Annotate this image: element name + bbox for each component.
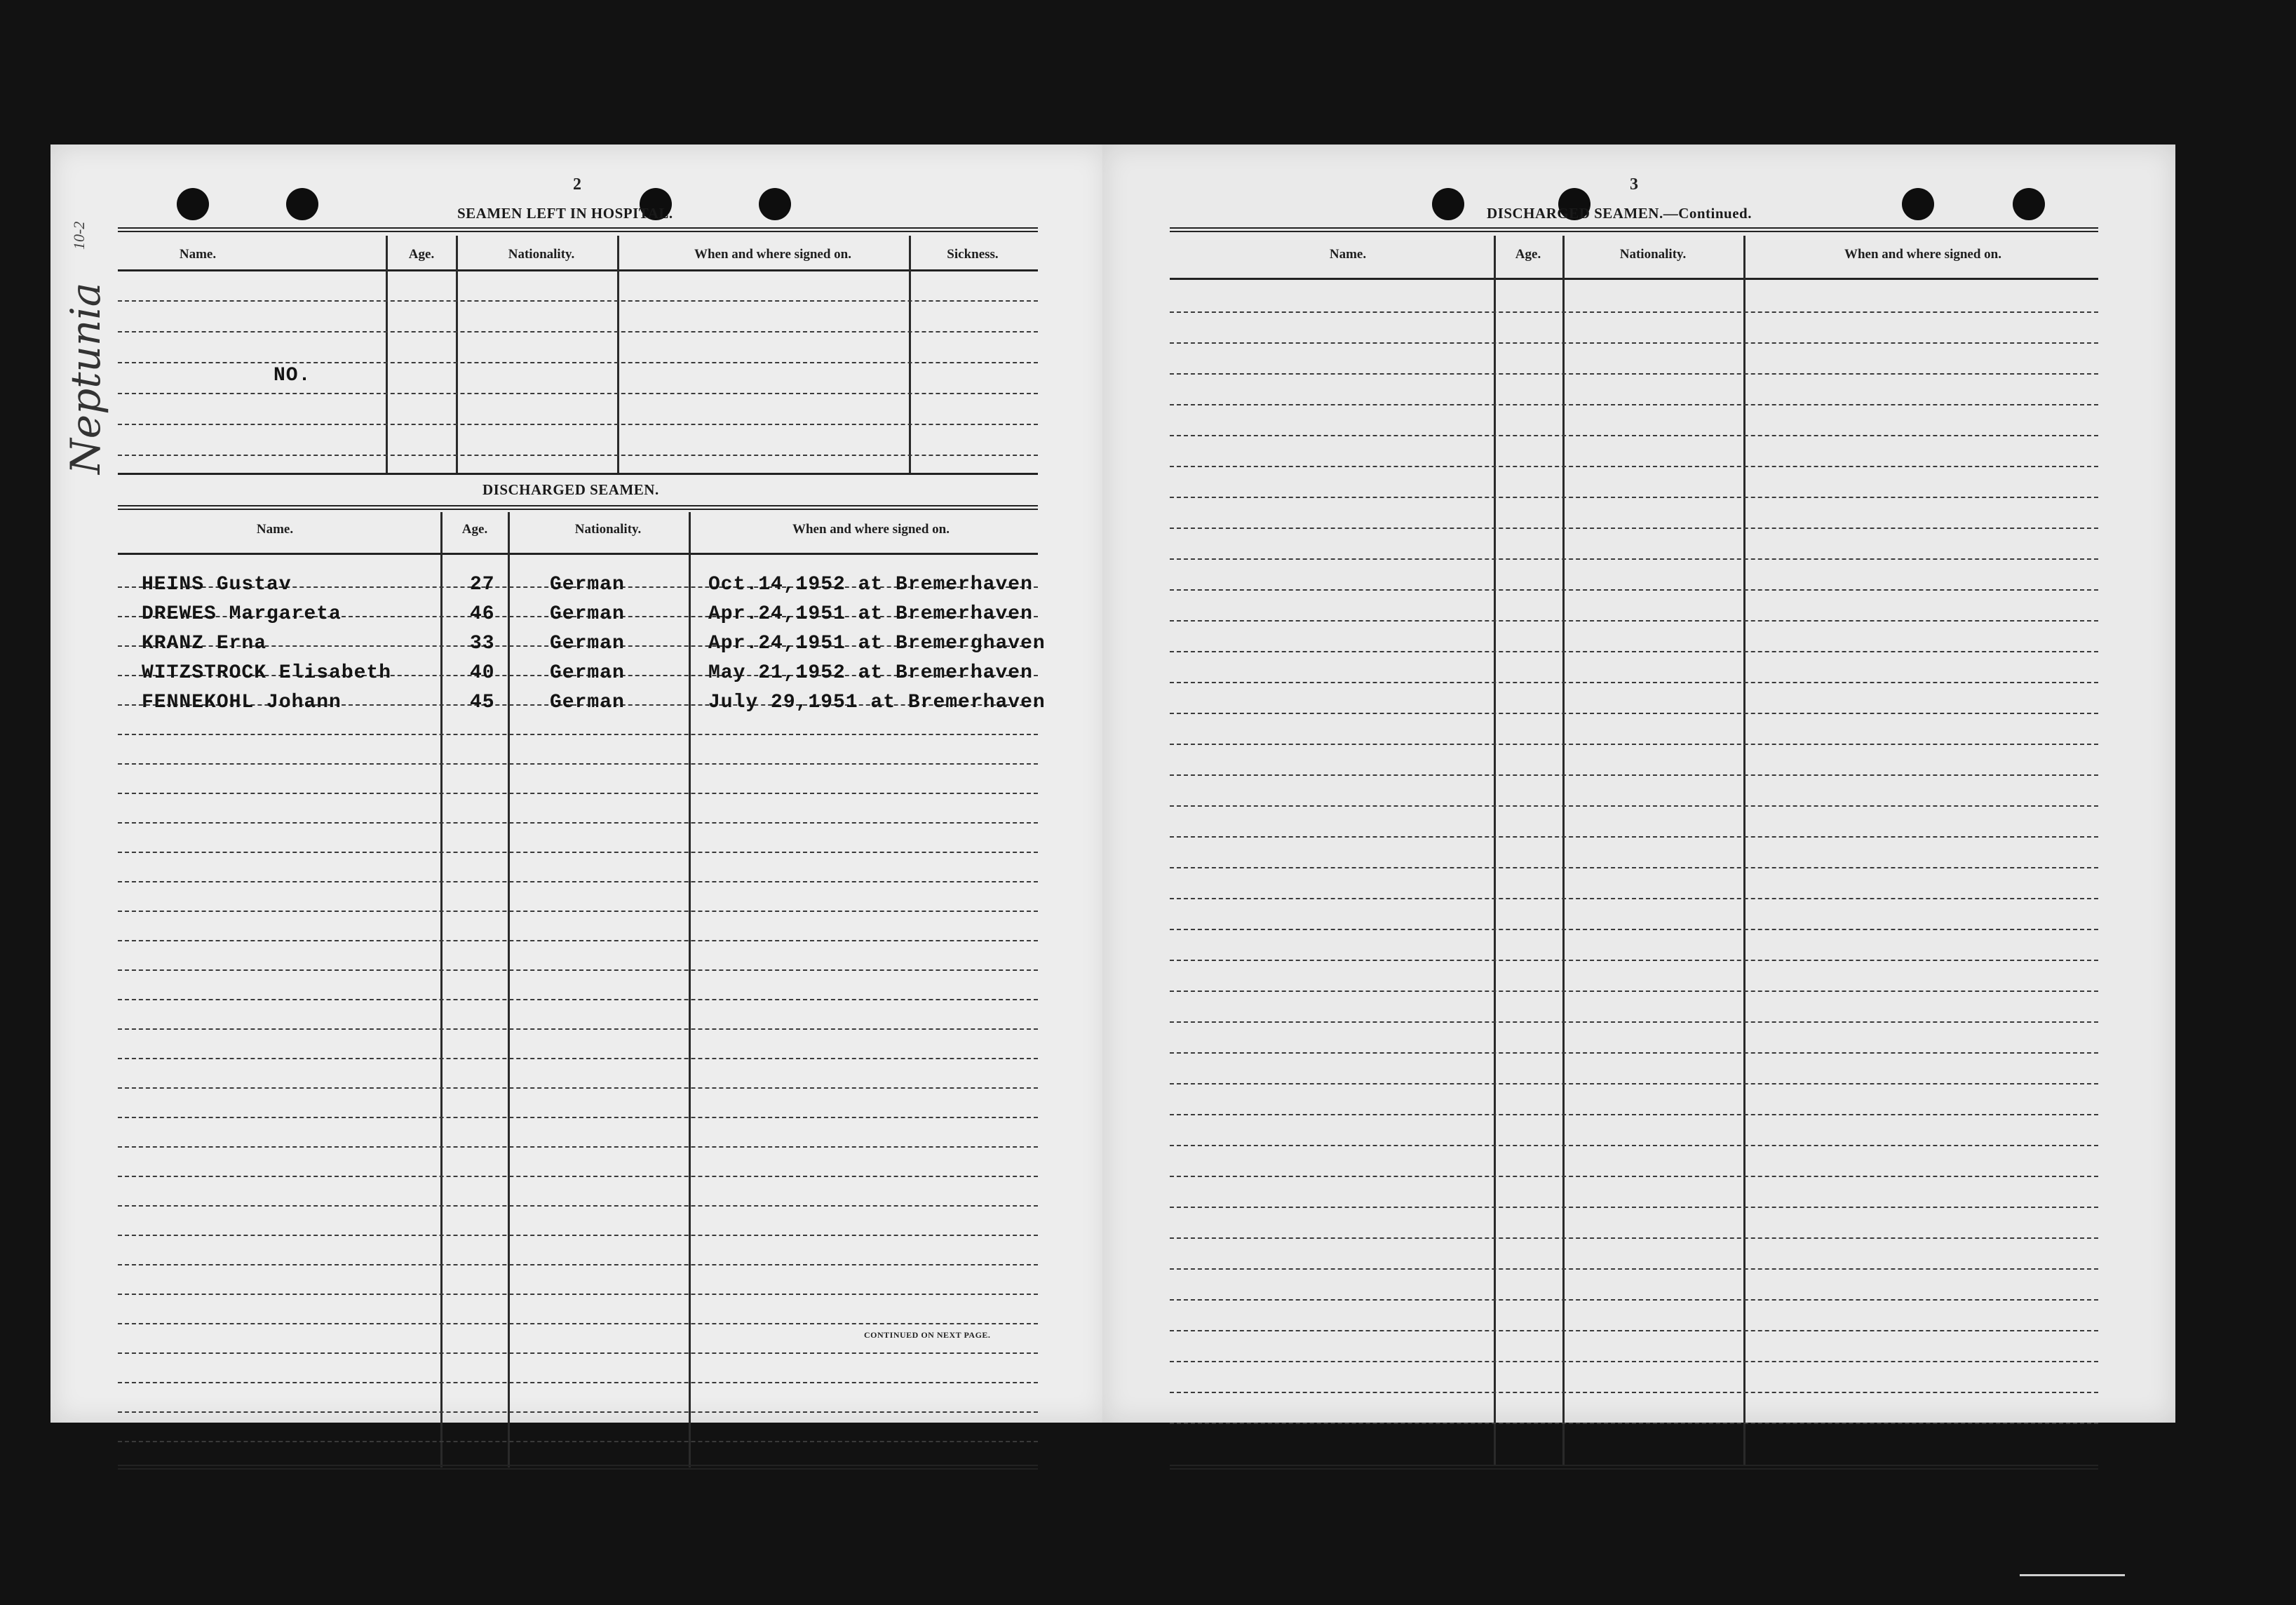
ruled-line (118, 1176, 1038, 1177)
column-divider (386, 236, 388, 474)
binding-hole (177, 188, 209, 220)
page-number: 2 (573, 175, 581, 194)
ruled-line (118, 1441, 1038, 1442)
ruled-line (118, 1382, 1038, 1383)
ruled-line (1170, 1423, 2098, 1424)
seaman-nationality: German (550, 603, 625, 625)
seaman-nationality: German (550, 662, 625, 684)
col-header-name: Name. (179, 247, 217, 262)
ruled-line (1170, 1145, 2098, 1146)
column-divider (1494, 236, 1496, 1466)
ruled-line (118, 734, 1038, 735)
column-divider (456, 236, 458, 474)
ruled-line (118, 1294, 1038, 1295)
ruled-line (1170, 805, 2098, 807)
ruled-line (1170, 558, 2098, 560)
ruled-line (118, 424, 1038, 425)
column-divider (1562, 236, 1565, 1466)
ruled-line (1170, 373, 2098, 375)
ruled-line (1170, 435, 2098, 436)
col-header-age: Age. (461, 522, 488, 537)
ruled-line (1170, 404, 2098, 405)
seaman-age: 27 (470, 574, 495, 596)
seaman-age: 40 (470, 662, 495, 684)
seaman-signed-on: May 21,1952 at Bremerhaven (708, 662, 1033, 684)
ruled-line (1170, 1299, 2098, 1301)
continued-note: CONTINUED ON NEXT PAGE. (864, 1330, 991, 1340)
header-rule (1170, 278, 2098, 280)
ruled-line (118, 1235, 1038, 1236)
seaman-signed-on: July 29,1951 at Bremerhaven (708, 692, 1046, 713)
ruled-line (1170, 774, 2098, 776)
ruled-line (118, 881, 1038, 882)
ruled-line (1170, 528, 2098, 529)
margin-mark: 10-2 (70, 221, 88, 250)
ruled-line (1170, 311, 2098, 313)
ruled-line (1170, 589, 2098, 591)
ruled-line (118, 793, 1038, 794)
ruled-line (1170, 713, 2098, 714)
ruled-line (118, 1117, 1038, 1118)
table-top-rule (118, 227, 1038, 232)
col-header-signed-on: When and where signed on. (694, 247, 851, 262)
table-bottom-rule (1170, 1465, 2098, 1470)
ruled-line (1170, 1330, 2098, 1331)
ruled-line (118, 1087, 1038, 1089)
header-rule (118, 269, 1038, 271)
ruled-line (1170, 744, 2098, 745)
ruled-line (118, 455, 1038, 456)
ruled-line (1170, 898, 2098, 899)
ruled-line (1170, 836, 2098, 838)
ruled-line (118, 852, 1038, 853)
ruled-line (118, 1146, 1038, 1148)
ruled-line (118, 1205, 1038, 1207)
discharged-continued-title: DISCHARGED SEAMEN.—Continued. (1487, 205, 1752, 222)
scan-artifact (2020, 1574, 2125, 1576)
column-divider (909, 236, 911, 474)
column-divider (1743, 236, 1745, 1466)
binding-hole (286, 188, 318, 220)
ruled-line (1170, 929, 2098, 930)
col-header-name: Name. (256, 522, 294, 537)
ruled-line (118, 331, 1038, 333)
ruled-line (1170, 1052, 2098, 1054)
col-header-age: Age. (1515, 247, 1541, 262)
ruled-line (1170, 1083, 2098, 1084)
seaman-name: FENNEKOHL Johann (142, 692, 342, 713)
ruled-line (1170, 990, 2098, 992)
ruled-line (118, 1264, 1038, 1265)
ruled-line (1170, 466, 2098, 467)
ruled-line (1170, 1392, 2098, 1393)
ruled-line (1170, 497, 2098, 498)
ruled-line (118, 763, 1038, 765)
col-header-sickness: Sickness. (947, 247, 999, 262)
ruled-line (1170, 682, 2098, 683)
seaman-signed-on: Oct.14,1952 at Bremerhaven (708, 574, 1033, 596)
table-top-rule (1170, 227, 2098, 232)
seaman-nationality: German (550, 633, 625, 654)
hospital-entry: NO. (274, 365, 311, 387)
binding-hole (759, 188, 791, 220)
ruled-line (118, 911, 1038, 912)
col-header-age: Age. (408, 247, 435, 262)
right-page (1102, 145, 2175, 1423)
seaman-nationality: German (550, 574, 625, 596)
seaman-age: 33 (470, 633, 495, 654)
ruled-line (118, 393, 1038, 394)
col-header-signed-on: When and where signed on. (1844, 247, 2001, 262)
ruled-line (1170, 1268, 2098, 1270)
hospital-section-title: SEAMEN LEFT IN HOSPITAL. (457, 205, 673, 222)
seaman-name: KRANZ Erna (142, 633, 267, 654)
seaman-age: 46 (470, 603, 495, 625)
ruled-line (118, 1323, 1038, 1324)
binding-hole (2013, 188, 2045, 220)
ruled-line (1170, 342, 2098, 344)
section-rule (118, 473, 1038, 475)
ruled-line (1170, 1207, 2098, 1208)
ruled-line (118, 1352, 1038, 1354)
seaman-name: HEINS Gustav (142, 574, 292, 596)
seaman-name: WITZSTROCK Elisabeth (142, 662, 392, 684)
ruled-line (1170, 1021, 2098, 1023)
seaman-signed-on: Apr.24,1951 at Bremerghaven (708, 633, 1046, 654)
ruled-line (1170, 1176, 2098, 1177)
table-bottom-rule (118, 1465, 1038, 1470)
col-header-nationality: Nationality. (1619, 247, 1687, 262)
ruled-line (1170, 960, 2098, 961)
col-header-name: Name. (1329, 247, 1367, 262)
ruled-line (118, 1411, 1038, 1413)
col-header-signed-on: When and where signed on. (792, 522, 950, 537)
ruled-line (118, 940, 1038, 941)
ruled-line (118, 999, 1038, 1000)
header-rule (118, 553, 1038, 555)
discharged-section-title: DISCHARGED SEAMEN. (482, 481, 659, 498)
ruled-line (1170, 1361, 2098, 1362)
seaman-signed-on: Apr.24,1951 at Bremerhaven (708, 603, 1033, 625)
table-top-rule (118, 505, 1038, 510)
ruled-line (118, 969, 1038, 971)
ruled-line (118, 822, 1038, 824)
left-page (50, 145, 1108, 1423)
binding-hole (1902, 188, 1934, 220)
ruled-line (1170, 1114, 2098, 1115)
page-number: 3 (1630, 175, 1638, 194)
column-divider (617, 236, 619, 474)
ruled-line (118, 1028, 1038, 1030)
seaman-nationality: German (550, 692, 625, 713)
col-header-nationality: Nationality. (508, 247, 575, 262)
ruled-line (118, 1058, 1038, 1059)
margin-handwriting: Neptunia (62, 282, 109, 474)
ruled-line (1170, 1237, 2098, 1239)
ruled-line (1170, 867, 2098, 868)
ruled-line (118, 362, 1038, 363)
col-header-nationality: Nationality. (574, 522, 642, 537)
ruled-line (1170, 620, 2098, 622)
seaman-age: 45 (470, 692, 495, 713)
binding-hole (1432, 188, 1464, 220)
ruled-line (1170, 651, 2098, 652)
seaman-name: DREWES Margareta (142, 603, 342, 625)
ruled-line (118, 300, 1038, 302)
